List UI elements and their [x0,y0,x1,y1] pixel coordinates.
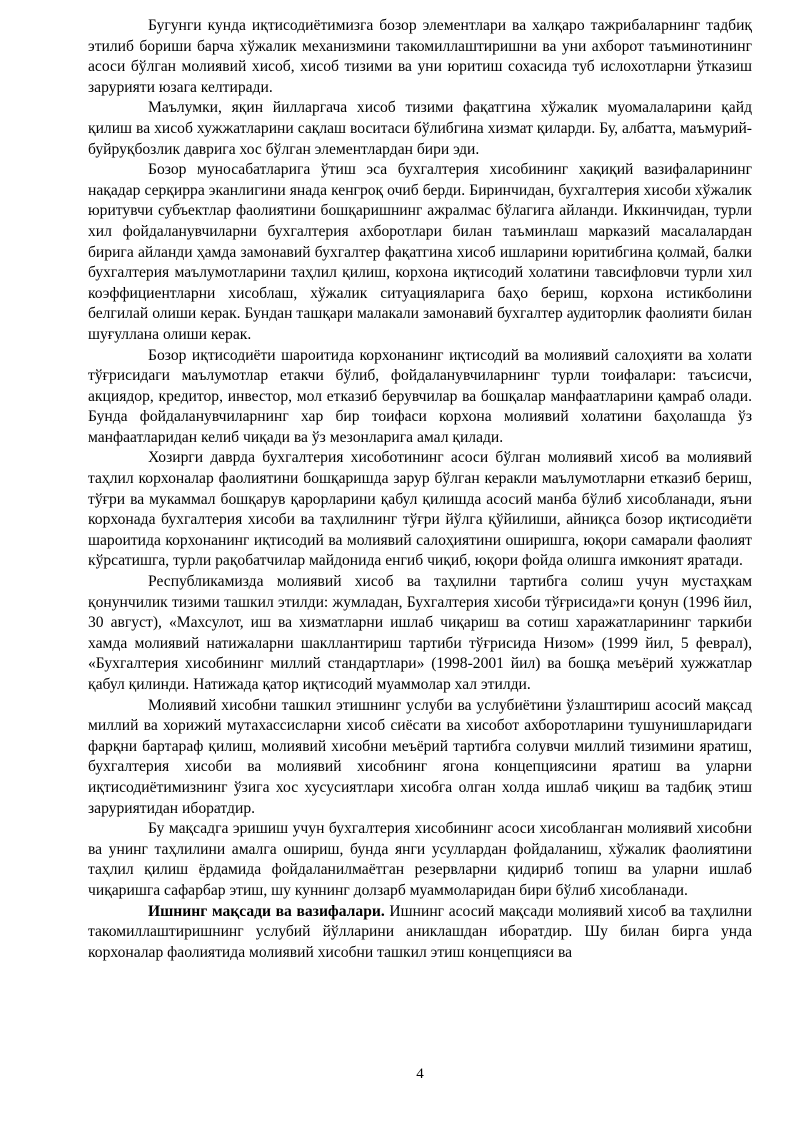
body-text [88,16,752,963]
paragraph-7: Молиявий хисобни ташкил этишнинг услуби ва услубиётини ўзлаштириш асосий мақсад миллий ва хорижий мутахассисларни хисоб сиёсати ва хисобот ахборотларини тушунишларидаги фарқни бартараф қилиш, молиявий хисобни меъёрий тартибга солувчи миллий тизимини яратиш, бухгалтерия хисоби ва молиявий хисобнинг ягона концепциясини яратиш ва уларни иқтисодиётимизнинг ўзига хос хусусиятлари хисобга олган холда ишлаб чиқиш ва тадбиқ этиш заруриятидан иборатдир. [88,696,752,817]
paragraph-5: Хозирги даврда бухгалтерия хисоботининг асоси бўлган молиявий хисоб ва молиявий таҳлил корхоналар фаолиятини бошқаришда зарур бўлган керакли маълумотларни етказиб бериш, тўғри ва мукаммал бошқарув қарорларини қабул қилишда асосий манба бўлиб хисобланади, яъни корхонада бухгалтерия хисоби ва таҳлилнинг тўғри йўлга қўйилиши, айниқса бозор иқтисодиёти шароитида корхонанинг иқтисодий ва молиявий салоҳиятини оширишга, юқори самарали фаолият кўрсатишга, турли рақобатчилар майдонида енгиб чиқиб, юқори фойда олишга имконият яратади. [88,449,752,570]
paragraph-8: Бу мақсадга эришиш учун бухгалтерия хисобининг асоси хисобланган молиявий хисобни ва унинг таҳлилини амалга ошириш, бунда янги усуллардан фойдаланиш, хўжалик фаолиятини таҳлил қилиш ёрдамида фойдаланилмаётган резервларни қидириб топиш ва уларни ишлаб чиқаришга сафарбар этиш, шу куннинг долзарб муаммоларидан бири бўлиб хисобланади. [88,820,752,899]
paragraph-3: Бозор муносабатларига ўтиш эса бухгалтерия хисобининг хақиқий вазифаларининг нақадар серқирра эканлигини янада кенгроқ очиб берди. Биринчидан, бухгалтерия хисоби хўжалик юритувчи субъектлар фаолиятини бошқаришнинг ажралмас бўлагига айланди. Иккинчидан, турли хил фойдаланувчиларни бухгалтерия ахборотлари билан таъминлаш марказий масалалардан бирига айланди ҳамда замонавий бухгалтер фақатгина хисоб ишларини юритибгина қолмай, балки бухгалтерия маълумотларини таҳлил қилиш, корхона иқтисодий холатини тавсифловчи турли хил коэффициентларни хисоблаш, хўжалик ситуацияларига баҳо бериш, корхона истикболини белгилай олиши керак. Бундан ташқари малакали замонавий бухгалтер аудиторлик фаолияти билан шуғуллана олиши керак. [88,161,752,343]
section-heading-inline: Ишнинг мақсади ва вазифалари. [148,902,385,920]
paragraph-9 [88,902,752,964]
paragraph-9-text: Ишнинг асосий мақсади молиявий хисоб ва таҳлилни такомиллаштиришнинг услубий йўлларини аниклашдан иборатдир. Шу билан бирга унда корхоналар фаолиятида молиявий хисобни ташкил этиш концепцияси ва [88,902,752,961]
page-number: 4 [416,1066,424,1082]
paragraph-4: Бозор иқтисодиёти шароитида корхонанинг иқтисодий ва молиявий салоҳияти ва холати тўғрисидаги маълумотлар етакчи бўлиб, фойдаланувчиларнинг турли тоифалари: таъсисчи, акциядор, кредитор, инвестор, мол етказиб берувчилар ва бошқалар манфаатларини қамраб олади. Бунда фойдаланувчиларнинг хар бир тоифаси корхона молиявий холатини баҳолашда ўз манфаатларидан келиб чиқади ва ўз мезонларига амал қилади. [88,346,752,446]
paragraph-1: Бугунги кунда иқтисодиётимизга бозор элементлари ва халқаро тажрибаларнинг тадбиқ этилиб бориши барча хўжалик механизмини такомиллаштиришни ва уни ахборот таъминотининг асоси бўлган молиявий хисоб, хисоб тизими ва уни юритиш сохасида туб ислохотларни ўтказиш зарурияти юзага келтиради. [88,17,752,96]
paragraph-6: Республикамизда молиявий хисоб ва таҳлилни тартибга солиш учун мустаҳкам қонунчилик тизими ташкил этилди: жумладан, Бухгалтерия хисоби тўғрисида»ги қонун (1996 йил, 30 август), «Махсулот, иш ва хизматларни ишлаб чиқариш ва сотиш харажатларининг таркиби хамда молиявий натижаларни шакллантириш тартиби тўғрисида Низом» (1999 йил, 5 феврал), «Бухгалтерия хисобининг миллий стандартлари» (1998-2001 йил) ва бошқа меъёрий хужжатлар қабул қилинди. Натижада қатор иқтисодий муаммолар хал этилди. [88,573,752,693]
paragraph-2: Маълумки, яқин йилларгача хисоб тизими фақатгина хўжалик муомалаларини қайд қилиш ва хисоб хужжатларини сақлаш воситаси бўлибгина хизмат қиларди. Бу, албатта, маъмурий-буйруқбозлик даврига хос бўлган элементлардан бири эди. [88,99,752,158]
